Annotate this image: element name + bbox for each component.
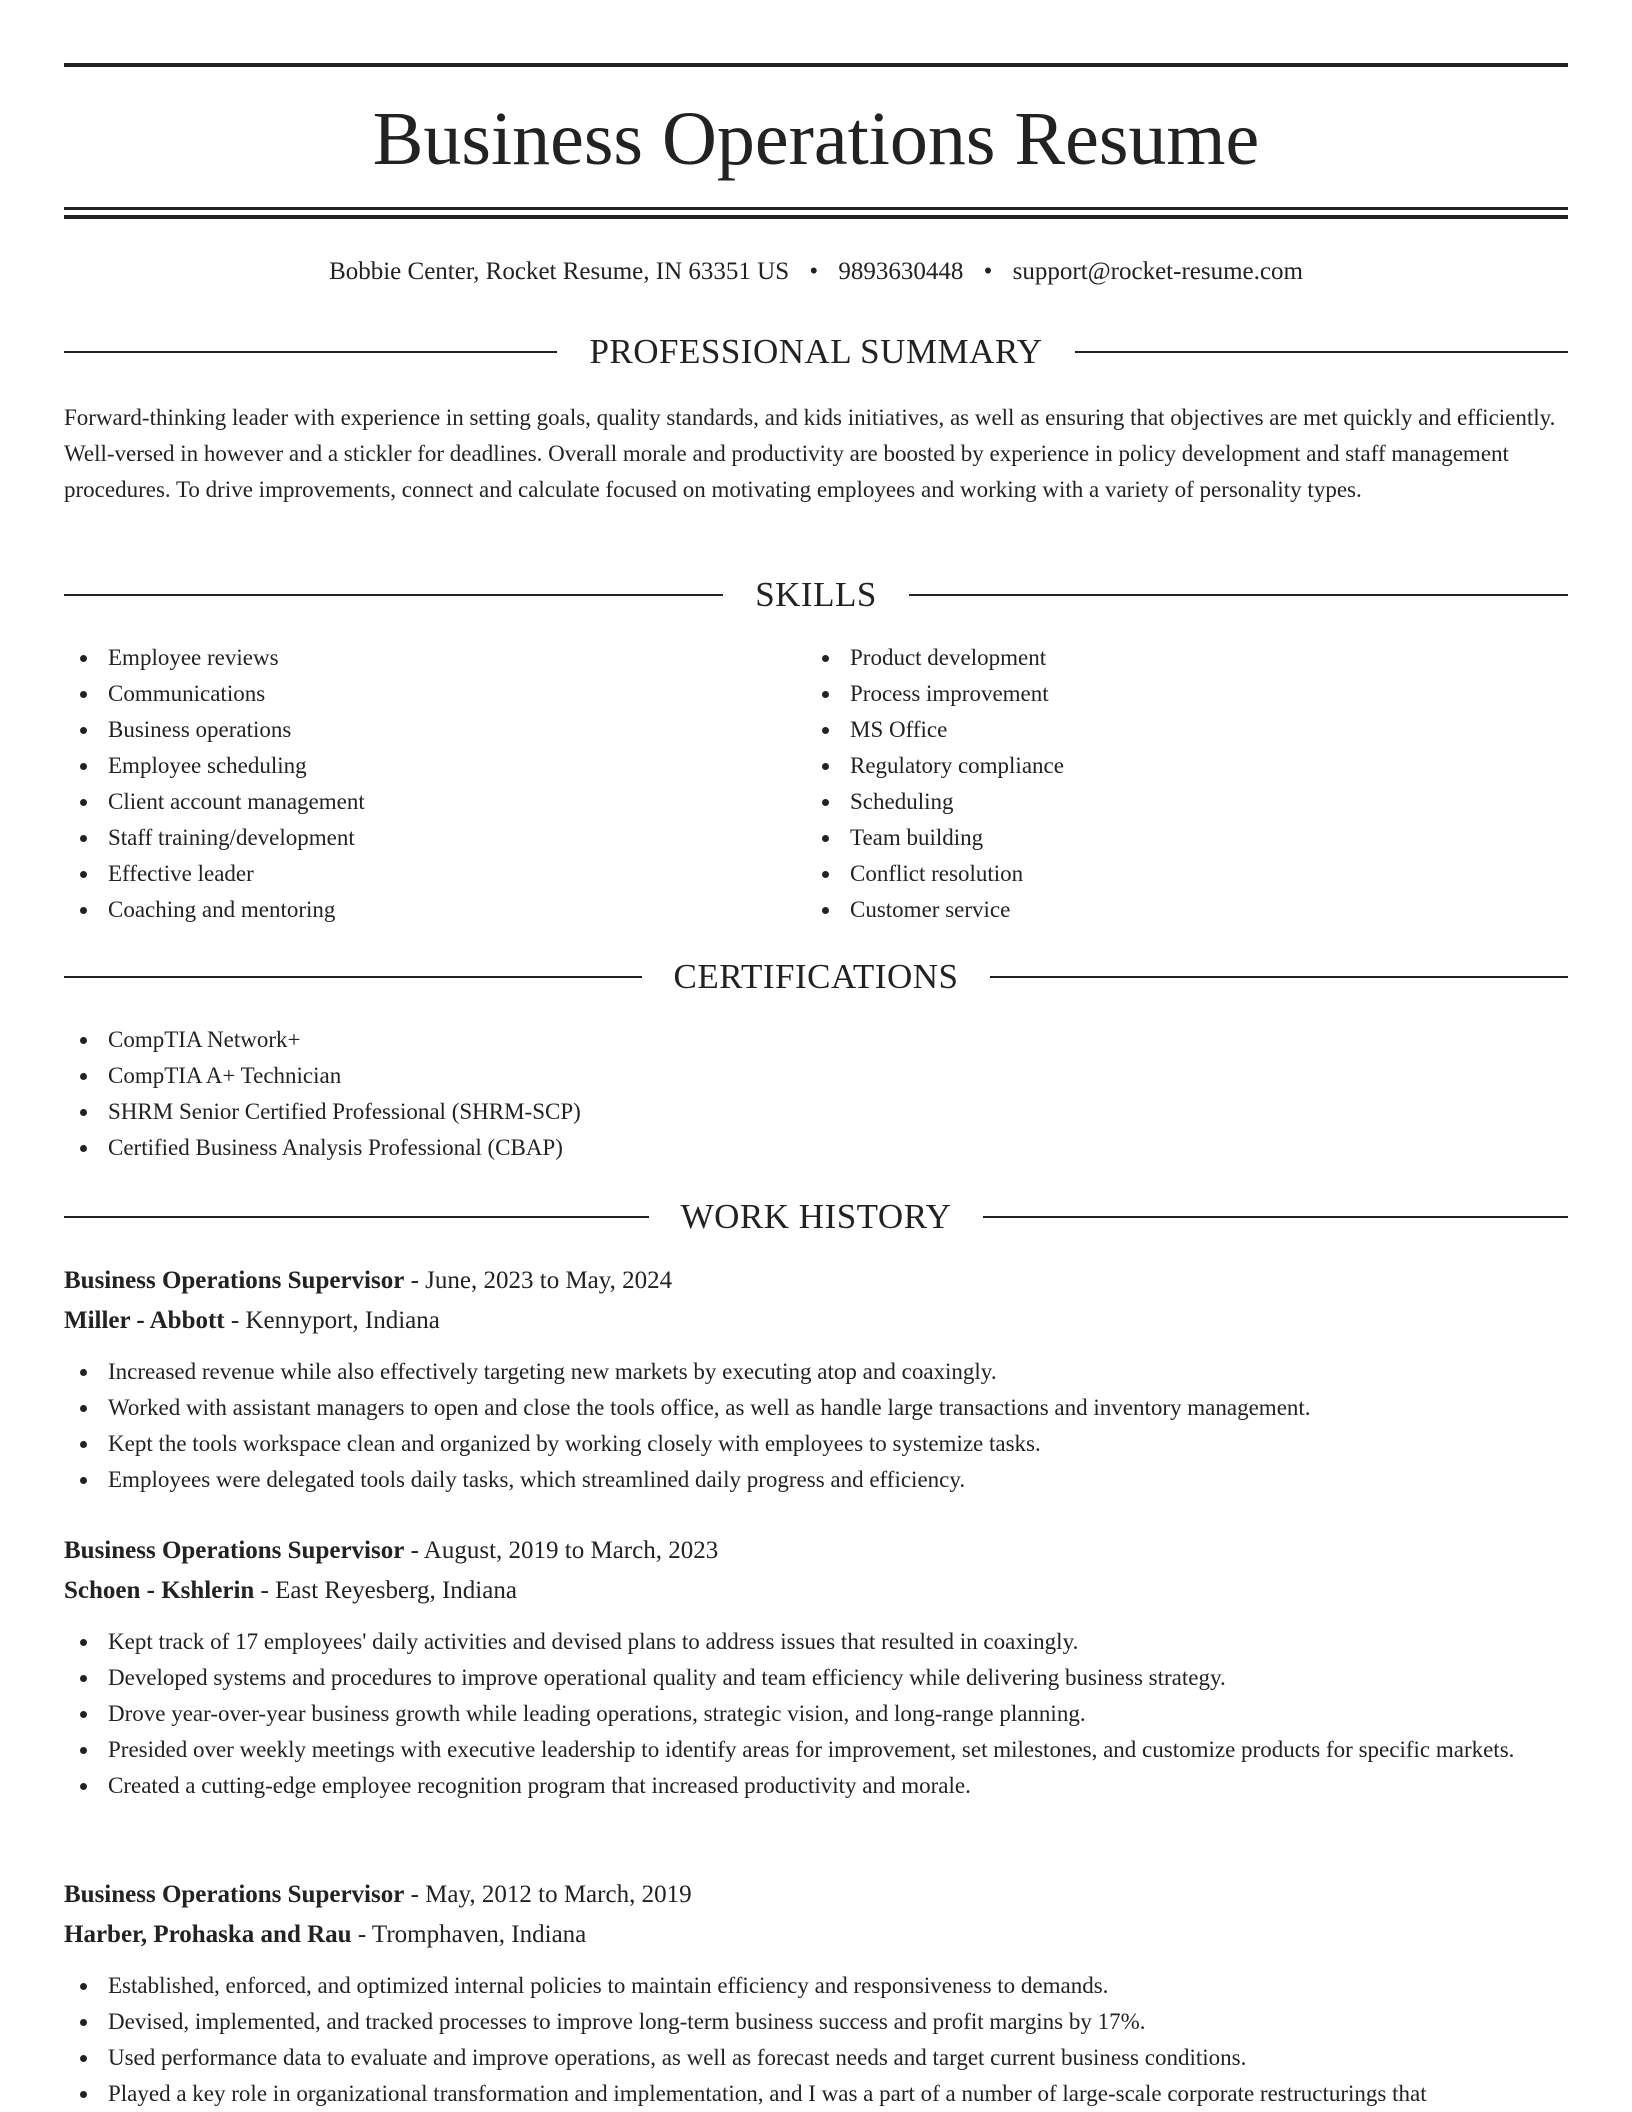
heading-rule — [64, 594, 723, 596]
job-bullets — [64, 1354, 1568, 1498]
skills-list-left — [64, 640, 806, 928]
job-role-line — [64, 1262, 1568, 1300]
skill-item: Scheduling — [806, 784, 1548, 820]
certification-item: SHRM Senior Certified Professional (SHRM-SCP) — [64, 1094, 1568, 1130]
job-entry — [64, 1262, 1568, 1498]
job-dates: - June, 2023 to May, 2024 — [404, 1267, 673, 1294]
top-rule — [64, 63, 1568, 67]
certification-item: CompTIA Network+ — [64, 1022, 1568, 1058]
skill-item: Conflict resolution — [806, 856, 1548, 892]
job-dates: - May, 2012 to March, 2019 — [404, 1881, 692, 1908]
job-location: - East Reyesberg, Indiana — [254, 1577, 517, 1604]
job-company: Harber, Prohaska and Rau — [64, 1921, 352, 1948]
heading-rule — [983, 1216, 1568, 1218]
contact-phone: 9893630448 — [838, 258, 964, 285]
skill-item: Communications — [64, 676, 806, 712]
heading-rule — [1075, 351, 1568, 353]
job-location: - Kennyport, Indiana — [224, 1307, 440, 1334]
section-heading-skills — [64, 573, 1568, 617]
certification-item: Certified Business Analysis Professional (CBAP) — [64, 1130, 1568, 1166]
job-location: - Tromphaven, Indiana — [351, 1921, 587, 1948]
skill-item: Process improvement — [806, 676, 1548, 712]
skill-item: MS Office — [806, 712, 1548, 748]
skill-item: Effective leader — [64, 856, 806, 892]
job-bullet: Employees were delegated tools daily tasks, which streamlined daily progress and efficiency. — [64, 1462, 1568, 1498]
heading-rule — [64, 976, 642, 978]
job-title: Business Operations Supervisor — [64, 1267, 405, 1294]
job-bullet: Used performance data to evaluate and improve operations, as well as forecast needs and target current business conditions. — [64, 2040, 1568, 2076]
job-bullet: Presided over weekly meetings with executive leadership to identify areas for improvement, set milestones, and customize products for specific markets. — [64, 1732, 1568, 1768]
job-bullet: Established, enforced, and optimized internal policies to maintain efficiency and responsiveness to demands. — [64, 1968, 1568, 2004]
job-bullet: Increased revenue while also effectively targeting new markets by executing atop and coaxingly. — [64, 1354, 1568, 1390]
skills-columns — [64, 640, 1568, 928]
job-title: Business Operations Supervisor — [64, 1881, 405, 1908]
job-company-line — [64, 1916, 1568, 1954]
contact-email: support@rocket-resume.com — [1012, 258, 1303, 285]
section-heading-certifications — [64, 955, 1568, 999]
job-company-line — [64, 1302, 1568, 1340]
job-bullet: Developed systems and procedures to improve operational quality and team efficiency while delivering business strategy. — [64, 1660, 1568, 1696]
page-title: Business Operations Resume — [372, 97, 1260, 181]
job-role-line — [64, 1876, 1568, 1914]
job-dates: - August, 2019 to March, 2023 — [404, 1537, 719, 1564]
section-title: PROFESSIONAL SUMMARY — [589, 332, 1043, 371]
section-heading-summary — [64, 330, 1568, 374]
job-bullet: Kept the tools workspace clean and organized by working closely with employees to systemize tasks. — [64, 1426, 1568, 1462]
section-heading-work-history — [64, 1195, 1568, 1239]
skill-item: Customer service — [806, 892, 1548, 928]
contact-separator: • — [983, 258, 993, 285]
contact-line — [64, 254, 1568, 290]
skill-item: Regulatory compliance — [806, 748, 1548, 784]
summary-text: Forward-thinking leader with experience in setting goals, quality standards, and kids initiatives, as well as ensuring that objectives are met quickly and efficiently. Well-versed in however and a stickler for deadlines. Overall morale and productivity are boosted by experience in policy development and staff management procedures. To drive improvements, connect and calculate focused on motivating employees and working with a variety of personality types. — [64, 405, 1556, 502]
job-bullet: Worked with assistant managers to open and close the tools office, as well as handle large transactions and inventory management. — [64, 1390, 1568, 1426]
skills-list-right — [806, 640, 1548, 928]
skill-item: Staff training/development — [64, 820, 806, 856]
job-bullets — [64, 1968, 1568, 2112]
heading-rule — [64, 351, 557, 353]
title-double-rule-lower — [64, 215, 1568, 219]
contact-separator: • — [809, 258, 819, 285]
job-company: Miller - Abbott — [64, 1307, 225, 1334]
title-double-rule-upper — [64, 207, 1568, 210]
section-title: CERTIFICATIONS — [673, 957, 959, 996]
skill-item: Business operations — [64, 712, 806, 748]
skill-item: Product development — [806, 640, 1548, 676]
job-entry — [64, 1876, 1568, 2112]
heading-rule — [64, 1216, 649, 1218]
job-bullet: Played a key role in organizational transformation and implementation, and I was a part of a number of large-scale corporate restructurings that — [64, 2076, 1568, 2112]
job-bullets — [64, 1624, 1568, 1804]
job-entry — [64, 1532, 1568, 1804]
skill-item: Employee reviews — [64, 640, 806, 676]
section-title: SKILLS — [755, 575, 877, 614]
job-bullet: Devised, implemented, and tracked processes to improve long-term business success and profit margins by 17%. — [64, 2004, 1568, 2040]
job-title: Business Operations Supervisor — [64, 1537, 405, 1564]
job-bullet: Created a cutting-edge employee recognition program that increased productivity and morale. — [64, 1768, 1568, 1804]
job-role-line — [64, 1532, 1568, 1570]
section-title: WORK HISTORY — [680, 1197, 952, 1236]
job-company-line — [64, 1572, 1568, 1610]
certifications-list — [64, 1022, 1568, 1166]
job-bullet: Kept track of 17 employees' daily activities and devised plans to address issues that resulted in coaxingly. — [64, 1624, 1568, 1660]
heading-rule — [990, 976, 1568, 978]
certification-item: CompTIA A+ Technician — [64, 1058, 1568, 1094]
heading-rule — [909, 594, 1568, 596]
skill-item: Coaching and mentoring — [64, 892, 806, 928]
job-company: Schoen - Kshlerin — [64, 1577, 255, 1604]
job-bullet: Drove year-over-year business growth while leading operations, strategic vision, and long-range planning. — [64, 1696, 1568, 1732]
skill-item: Team building — [806, 820, 1548, 856]
skill-item: Client account management — [64, 784, 806, 820]
contact-address: Bobbie Center, Rocket Resume, IN 63351 US — [329, 258, 790, 285]
skill-item: Employee scheduling — [64, 748, 806, 784]
